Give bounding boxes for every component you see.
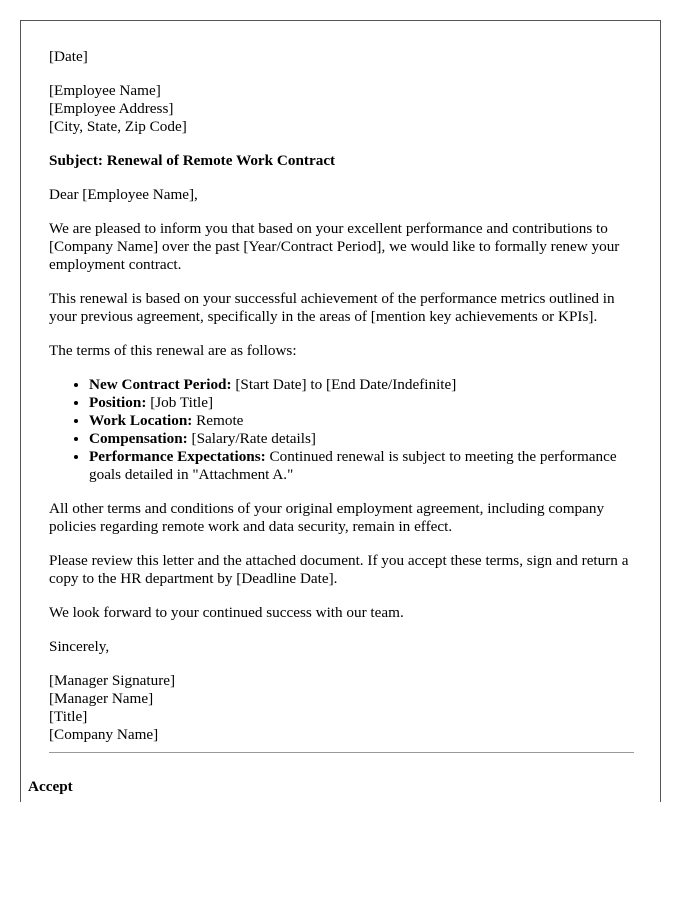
term-value: [Start Date] to [End Date/Indefinite] [231,376,457,393]
manager-title: [Title] [49,708,88,725]
company-name: [Company Name] [49,726,159,743]
term-label: New Contract Period: [89,376,232,393]
paragraph-other-terms: All other terms and conditions of your original employment agreement, including company policies regarding remote work and data security, remain in effect. [49,500,605,535]
paragraph-basis: This renewal is based on your successful achievement of the performance metrics outlined in your previous agreement, specifically in the areas of [mention key achievements or KPIs]. [49,290,615,325]
term-value: Continued renewal is subject to meeting the performance goals detailed in "Attachment A." [89,448,617,483]
term-label: Work Location: [89,412,193,429]
term-item [89,412,634,430]
recipient-address: [Employee Address] [49,100,174,117]
terms-list [49,376,634,484]
term-label: Performance Expectations: [89,448,266,465]
recipient-block [49,82,634,136]
letter-signoff: Sincerely, [49,638,110,655]
term-label: Compensation: [89,430,188,447]
letter-subject: Subject: Renewal of Remote Work Contract [49,152,336,169]
signature-block [49,672,634,744]
letter-page [20,20,661,802]
section-divider [49,752,634,753]
term-value: [Salary/Rate details] [187,430,316,447]
term-value: [Job Title] [146,394,214,411]
paragraph-intro: We are pleased to inform you that based on your excellent performance and contributions to [Company Name] over the past [Year/Contract Period], we would like to formally renew your employment contract. [49,220,620,273]
recipient-name: [Employee Name] [49,82,161,99]
letter-salutation: Dear [Employee Name], [49,186,198,203]
term-item [89,376,634,394]
manager-signature: [Manager Signature] [49,672,176,689]
term-label: Position: [89,394,147,411]
letter-date: [Date] [49,48,88,65]
acceptance-heading-truncated: Accept [28,778,73,795]
letter-content [49,48,634,753]
recipient-city-state-zip: [City, State, Zip Code] [49,118,187,135]
manager-name: [Manager Name] [49,690,154,707]
term-item [89,394,634,412]
term-item [89,448,634,484]
term-item [89,430,634,448]
paragraph-look-forward: We look forward to your continued success with our team. [49,604,404,621]
paragraph-review: Please review this letter and the attached document. If you accept these terms, sign and return a copy to the HR department by [Deadline Date]. [49,552,629,587]
term-value: Remote [192,412,244,429]
paragraph-terms-intro: The terms of this renewal are as follows: [49,342,297,359]
